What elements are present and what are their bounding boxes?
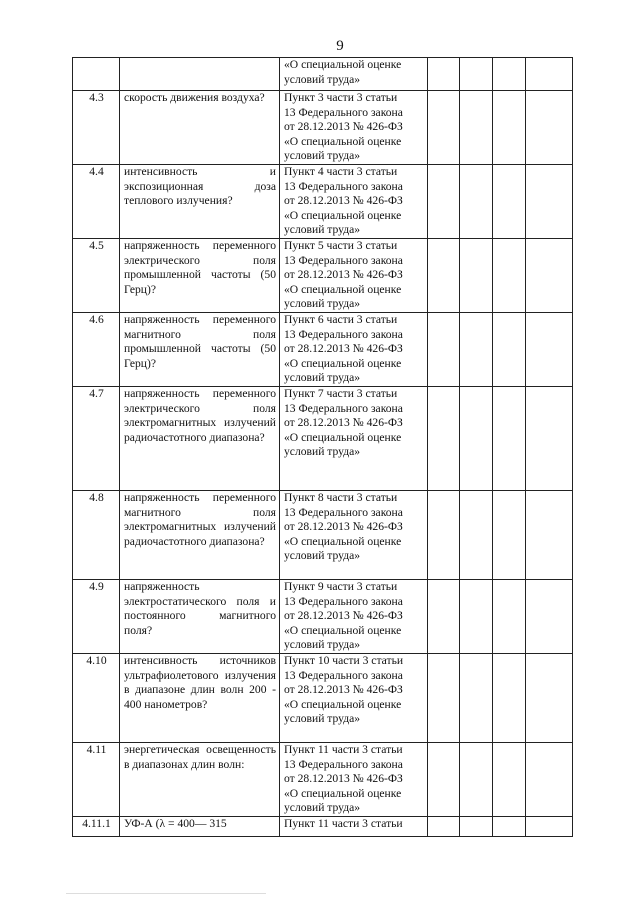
- answer-cell[interactable]: [460, 238, 493, 312]
- answer-cell[interactable]: [493, 312, 526, 386]
- legal-reference: [280, 742, 428, 816]
- question-text: скорость движения воздуха?: [120, 91, 280, 165]
- footer-divider: [66, 893, 266, 894]
- legal-reference: [280, 386, 428, 490]
- question-text: энергетическая освещенность в диапазонах длин волн:: [120, 742, 280, 816]
- answer-cell[interactable]: [460, 164, 493, 238]
- table-row: [73, 91, 573, 165]
- table-row: [73, 386, 573, 490]
- legal-reference-line: Пункт 7 части 3 статьи: [284, 386, 398, 400]
- answer-cell[interactable]: [460, 386, 493, 490]
- legal-reference-line: «О специальной оценке: [284, 786, 402, 800]
- table-row: [73, 164, 573, 238]
- legal-reference-line: от 28.12.2013 № 426-ФЗ: [284, 609, 403, 623]
- answer-cell[interactable]: [428, 490, 460, 579]
- legal-reference: [280, 490, 428, 579]
- table-row: [73, 238, 573, 312]
- table-row: [73, 816, 573, 836]
- answer-cell[interactable]: [526, 91, 573, 165]
- legal-reference-line: от 28.12.2013 № 426-ФЗ: [284, 520, 403, 534]
- legal-reference-line: Пункт 11 части 3 статьи: [284, 816, 403, 830]
- legal-reference-line: 13 Федерального закона: [284, 179, 403, 193]
- table-row: [73, 579, 573, 653]
- legal-reference-line: Пункт 10 части 3 статьи: [284, 653, 404, 667]
- answer-cell[interactable]: [526, 238, 573, 312]
- answer-cell[interactable]: [493, 490, 526, 579]
- legal-reference-line: 13 Федерального закона: [284, 757, 403, 771]
- legal-reference-line: условий труда»: [284, 223, 361, 237]
- answer-cell[interactable]: [460, 579, 493, 653]
- legal-reference-line: условий труда»: [284, 801, 361, 815]
- answer-cell[interactable]: [460, 490, 493, 579]
- question-text: интенсивность источников ультрафиолетового излучения в диапазоне длин волн 200 - 400 нанометров?: [120, 653, 280, 742]
- table-row: [73, 58, 573, 91]
- answer-cell[interactable]: [493, 653, 526, 742]
- question-text: напряженность переменного электрического поля электромагнитных излучений радиочастотного диапазона?: [120, 386, 280, 490]
- question-text: напряженность переменного магнитного поля промышленной частоты (50 Герц)?: [120, 312, 280, 386]
- legal-reference-line: от 28.12.2013 № 426-ФЗ: [284, 120, 403, 134]
- answer-cell[interactable]: [526, 312, 573, 386]
- legal-reference-line: 13 Федерального закона: [284, 505, 403, 519]
- answer-cell[interactable]: [526, 58, 573, 91]
- item-number: 4.10: [73, 653, 120, 742]
- answer-cell[interactable]: [526, 386, 573, 490]
- page-number: 9: [336, 38, 344, 54]
- legal-reference-line: Пункт 6 части 3 статьи: [284, 312, 398, 326]
- answer-cell[interactable]: [493, 91, 526, 165]
- answer-cell[interactable]: [526, 579, 573, 653]
- legal-reference-line: 13 Федерального закона: [284, 327, 403, 341]
- legal-reference: [280, 816, 428, 836]
- table-row: [73, 653, 573, 742]
- answer-cell[interactable]: [493, 579, 526, 653]
- answer-cell[interactable]: [460, 58, 493, 91]
- table-row: [73, 490, 573, 579]
- legal-reference: [280, 238, 428, 312]
- answer-cell[interactable]: [526, 164, 573, 238]
- legal-reference-line: Пункт 8 части 3 статьи: [284, 490, 398, 504]
- legal-reference-line: «О специальной оценке: [284, 58, 402, 71]
- item-number: 4.7: [73, 386, 120, 490]
- table-row: [73, 742, 573, 816]
- legal-reference-line: условий труда»: [284, 149, 361, 163]
- legal-reference-line: условий труда»: [284, 445, 361, 459]
- answer-cell[interactable]: [526, 653, 573, 742]
- legal-reference-line: 13 Федерального закона: [284, 594, 403, 608]
- answer-cell[interactable]: [428, 816, 460, 836]
- legal-reference: [280, 91, 428, 165]
- legal-reference-line: от 28.12.2013 № 426-ФЗ: [284, 342, 403, 356]
- item-number: 4.4: [73, 164, 120, 238]
- question-text: УФ-А (λ = 400— 315: [120, 816, 280, 836]
- question-text: напряженность переменного электрического поля промышленной частоты (50 Герц)?: [120, 238, 280, 312]
- answer-cell[interactable]: [428, 164, 460, 238]
- legal-reference-line: «О специальной оценке: [284, 534, 402, 548]
- answer-cell[interactable]: [460, 312, 493, 386]
- table-row: [73, 312, 573, 386]
- item-number: [73, 58, 120, 91]
- legal-reference-line: 13 Федерального закона: [284, 105, 403, 119]
- legal-reference-line: условий труда»: [284, 72, 361, 86]
- item-number: 4.11.1: [73, 816, 120, 836]
- answer-cell[interactable]: [460, 91, 493, 165]
- legal-reference-line: Пункт 5 части 3 статьи: [284, 238, 398, 252]
- legal-reference-line: Пункт 4 части 3 статьи: [284, 164, 398, 178]
- legal-reference: [280, 312, 428, 386]
- legal-reference: [280, 58, 428, 91]
- legal-reference-line: Пункт 9 части 3 статьи: [284, 579, 398, 593]
- legal-reference-line: условий труда»: [284, 297, 361, 311]
- legal-reference-line: «О специальной оценке: [284, 282, 402, 296]
- legal-reference-line: 13 Федерального закона: [284, 401, 403, 415]
- answer-cell[interactable]: [460, 816, 493, 836]
- item-number: 4.8: [73, 490, 120, 579]
- legal-reference-line: «О специальной оценке: [284, 208, 402, 222]
- legal-reference-line: условий труда»: [284, 549, 361, 563]
- legal-reference-line: условий труда»: [284, 638, 361, 652]
- legal-reference-line: Пункт 11 части 3 статьи: [284, 742, 403, 756]
- answer-cell[interactable]: [493, 58, 526, 91]
- legal-reference-line: условий труда»: [284, 712, 361, 726]
- legal-reference-line: условий труда»: [284, 371, 361, 385]
- question-text: интенсивность и экспозиционная доза теплового излучения?: [120, 164, 280, 238]
- answer-cell[interactable]: [428, 91, 460, 165]
- answer-cell[interactable]: [428, 579, 460, 653]
- legal-reference: [280, 164, 428, 238]
- legal-reference-line: от 28.12.2013 № 426-ФЗ: [284, 194, 403, 208]
- legal-reference-line: «О специальной оценке: [284, 356, 402, 370]
- item-number: 4.11: [73, 742, 120, 816]
- legal-reference-line: от 28.12.2013 № 426-ФЗ: [284, 416, 403, 430]
- answer-cell[interactable]: [526, 816, 573, 836]
- answer-cell[interactable]: [493, 386, 526, 490]
- legal-reference-line: «О специальной оценке: [284, 134, 402, 148]
- question-text: напряженность электростатического поля и постоянного магнитного поля?: [120, 579, 280, 653]
- legal-reference-line: «О специальной оценке: [284, 623, 402, 637]
- legal-reference-line: от 28.12.2013 № 426-ФЗ: [284, 683, 403, 697]
- legal-reference-line: 13 Федерального закона: [284, 253, 403, 267]
- question-text: [120, 58, 280, 91]
- answer-cell[interactable]: [493, 238, 526, 312]
- item-number: 4.9: [73, 579, 120, 653]
- legal-reference-line: «О специальной оценке: [284, 697, 402, 711]
- legal-reference-line: от 28.12.2013 № 426-ФЗ: [284, 268, 403, 282]
- answer-cell[interactable]: [526, 742, 573, 816]
- item-number: 4.5: [73, 238, 120, 312]
- legal-reference-line: от 28.12.2013 № 426-ФЗ: [284, 772, 403, 786]
- answer-cell[interactable]: [460, 653, 493, 742]
- item-number: 4.6: [73, 312, 120, 386]
- legal-reference-line: 13 Федерального закона: [284, 668, 403, 682]
- answer-cell[interactable]: [526, 490, 573, 579]
- answer-cell[interactable]: [493, 742, 526, 816]
- answer-cell[interactable]: [428, 238, 460, 312]
- answer-cell[interactable]: [428, 312, 460, 386]
- answer-cell[interactable]: [493, 816, 526, 836]
- answer-cell[interactable]: [460, 742, 493, 816]
- question-text: напряженность переменного магнитного поля электромагнитных излучений радиочастотного диапазона?: [120, 490, 280, 579]
- legal-reference-line: Пункт 3 части 3 статьи: [284, 91, 398, 104]
- item-number: 4.3: [73, 91, 120, 165]
- legal-reference-line: «О специальной оценке: [284, 430, 402, 444]
- answer-cell[interactable]: [428, 653, 460, 742]
- legal-reference: [280, 579, 428, 653]
- answer-cell[interactable]: [428, 742, 460, 816]
- checklist-table: [72, 57, 573, 837]
- answer-cell[interactable]: [428, 58, 460, 91]
- answer-cell[interactable]: [493, 164, 526, 238]
- answer-cell[interactable]: [428, 386, 460, 490]
- legal-reference: [280, 653, 428, 742]
